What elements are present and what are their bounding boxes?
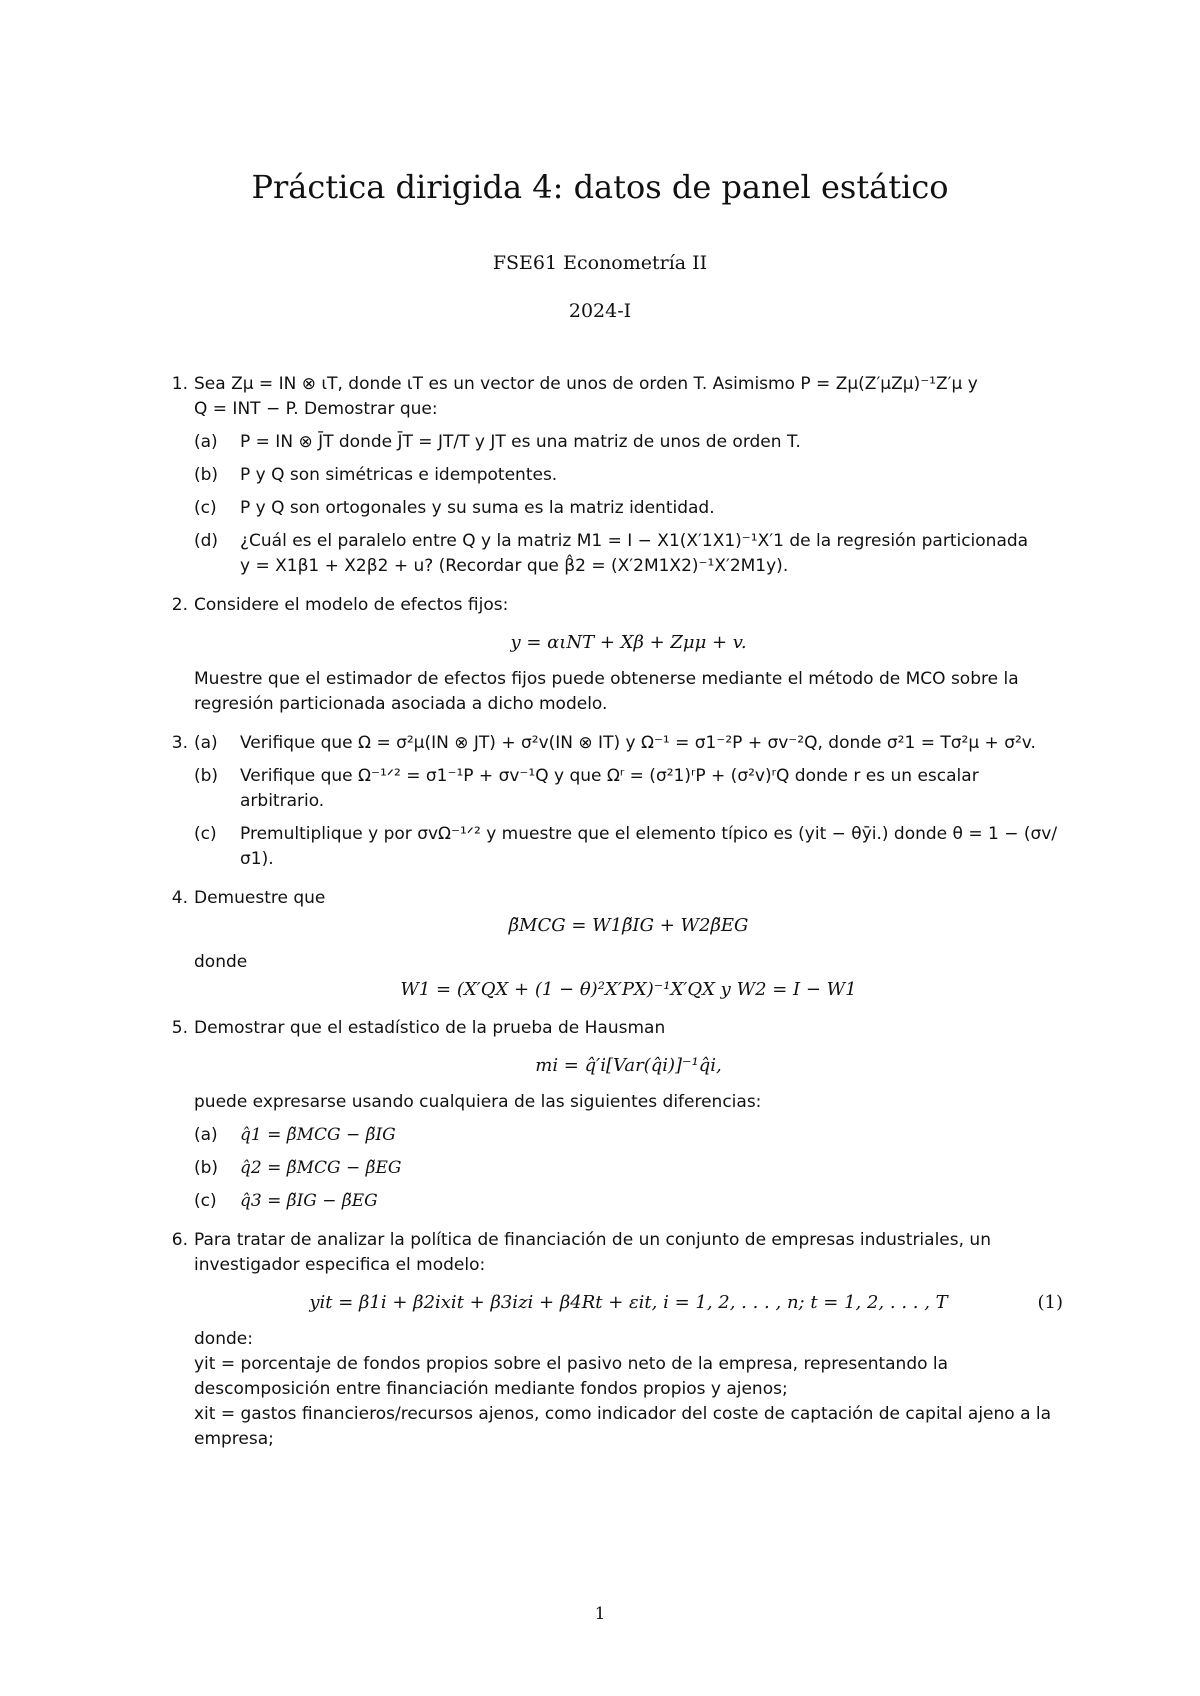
exercise-list: [158, 372, 1063, 1466]
exercise-number: 2.: [171, 595, 188, 615]
equation: y = αιNT + Xβ + Zμμ + v.: [510, 632, 747, 653]
sub-item-text: ¿Cuál es el paralelo entre Q y la matriz M1 = I − X1(X′1X1)⁻¹X′1 de la regresión particionada: [240, 531, 1029, 551]
page-number: 1: [594, 1604, 606, 1624]
exercise-text: Demuestre que: [194, 888, 326, 908]
sub-item: [194, 731, 1063, 756]
sub-item-text: q̂1 = β̃MCG − β̃IG: [240, 1125, 396, 1145]
sub-item-label: (a): [194, 733, 218, 753]
sub-item-label: (a): [194, 1125, 218, 1145]
exercise-2: [158, 593, 1063, 717]
exercise-paragraph: Muestre que el estimador de efectos fijos puede obtenerse mediante el método de MCO sobre la regresión particionada asociada a dicho modelo.: [194, 669, 1019, 714]
sub-item-text: P y Q son simétricas e idempotentes.: [240, 465, 558, 485]
exercise-6: [158, 1228, 1063, 1452]
sub-item-text: P y Q son ortogonales y su suma es la matriz identidad.: [240, 498, 715, 518]
exercise-text: donde:: [194, 1329, 253, 1349]
sub-item-label: (b): [194, 465, 219, 485]
sub-item: [194, 463, 1063, 488]
definition: yit = porcentaje de fondos propios sobre el pasivo neto de la empresa, representando la descomposición entre financiación mediante fondos propios y ajenos;: [194, 1354, 949, 1399]
exercise-text: Demostrar que el estadístico de la prueba de Hausman: [194, 1018, 666, 1038]
exercise-1: [158, 372, 1063, 579]
sub-item-label: (b): [194, 766, 219, 786]
sub-item-text: y = X1β1 + X2β2 + u? (Recordar que β̂2 = (X′2M1X2)⁻¹X′2M1y).: [240, 556, 789, 576]
exercise-text: Sea Zμ = IN ⊗ ιT, donde ιT es un vector de unos de orden T. Asimismo P = Zμ(Z′μZμ)⁻¹Z′μ y: [194, 374, 978, 394]
sub-item-text: Verifique que Ω = σ²μ(IN ⊗ JT) + σ²v(IN ⊗ IT) y Ω⁻¹ = σ1⁻²P + σv⁻²Q, donde σ²1 = Tσ²μ + σ²v.: [240, 733, 1036, 753]
sub-item-text: q̂2 = β̃MCG − β̃EG: [240, 1158, 402, 1178]
exercise-text: Q = INT − P. Demostrar que:: [194, 399, 438, 419]
sub-item-text: Verifique que Ω⁻¹ᐟ² = σ1⁻¹P + σv⁻¹Q y que Ωʳ = (σ²1)ʳP + (σ²v)ʳQ donde r es un escalar arbitrario.: [240, 766, 979, 811]
exercise-text: Considere el modelo de efectos fijos:: [194, 595, 509, 615]
sub-item-label: (a): [194, 432, 218, 452]
sub-item-text: P = IN ⊗ J̄T donde J̄T = JT/T y JT es una matriz de unos de orden T.: [240, 432, 801, 452]
sub-item: [194, 430, 1063, 455]
sub-item: [194, 529, 1063, 579]
exercise-text: Para tratar de analizar la política de financiación de un conjunto de empresas industriales, un investigador especifica el modelo:: [194, 1230, 991, 1275]
exercise-number: 3.: [171, 733, 188, 753]
sub-item-label: (b): [194, 1158, 219, 1178]
equation: yit = β1i + β2ixit + β3izi + β4Rt + εit, i = 1, 2, . . . , n; t = 1, 2, . . . , T: [309, 1292, 948, 1313]
sub-item-label: (d): [194, 531, 219, 551]
exercise-number: 1.: [171, 374, 188, 394]
equation: mi = q̂′i[Var(q̂i)]⁻¹q̂i,: [535, 1055, 722, 1076]
sub-item-label: (c): [194, 824, 217, 844]
sub-item-label: (c): [194, 498, 217, 518]
sub-item-text: Premultiplique y por σvΩ⁻¹ᐟ² y muestre que el elemento típico es (yit − θȳi.) donde θ = 1 − (σv/σ1).: [240, 824, 1058, 869]
sub-item-label: (c): [194, 1191, 217, 1211]
definition: xit = gastos financieros/recursos ajenos, como indicador del coste de captación de capital ajeno a la empresa;: [194, 1404, 1052, 1449]
sub-item: [194, 1123, 1063, 1148]
sub-item-text: q̂3 = β̃IG − β̃EG: [240, 1191, 378, 1211]
sub-item: [194, 496, 1063, 521]
numbered-equation: [194, 1290, 1063, 1315]
course-name: FSE61 Econometría II: [492, 252, 708, 274]
exercise-5: [158, 1016, 1063, 1214]
page-title: Práctica dirigida 4: datos de panel estático: [251, 168, 949, 206]
exercise-3: [158, 731, 1063, 872]
term: 2024-I: [568, 300, 632, 322]
equation: β̃MCG = W1β̃IG + W2β̃EG: [508, 915, 749, 936]
exercise-text: donde: [194, 952, 248, 972]
sub-item: [194, 822, 1063, 872]
sub-item: [194, 764, 1063, 814]
exercise-number: 4.: [171, 888, 188, 908]
equation-number: (1): [1037, 1292, 1063, 1313]
sub-item: [194, 1156, 1063, 1181]
sub-item: [194, 1189, 1063, 1214]
equation: W1 = (X′QX + (1 − θ)²X′PX)⁻¹X′QX y W2 = I − W1: [400, 979, 857, 1000]
exercise-paragraph: puede expresarse usando cualquiera de las siguientes diferencias:: [194, 1092, 762, 1112]
exercise-4: [158, 886, 1063, 1002]
exercise-number: 5.: [171, 1018, 188, 1038]
exercise-number: 6.: [171, 1230, 188, 1250]
